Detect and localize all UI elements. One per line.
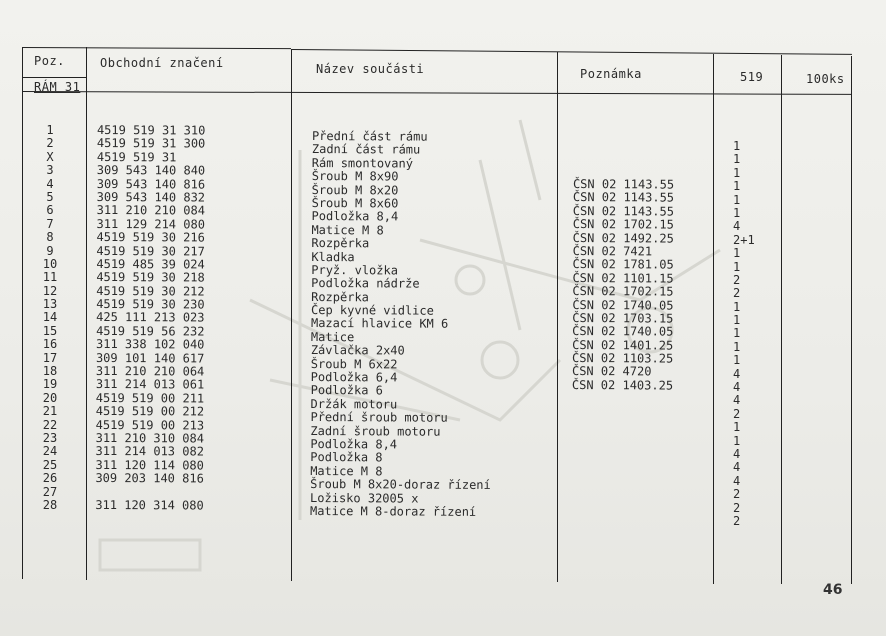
code-cell: 425 111 213 023 [96,310,205,325]
poz-cell: 8 [46,230,54,245]
code-cell: 309 543 140 832 [96,189,206,205]
poz-cell: 19 [42,377,58,392]
qty-cell: 2 [733,406,741,421]
column-obchodni-znaceni [95,124,205,513]
name-cell: Rozpěrka [311,289,369,304]
name-cell: Matice M 8-doraz řízení [309,503,477,519]
name-cell: Mazací hlavice KM 6 [310,316,449,332]
poz-cell: 17 [42,350,58,365]
qty-cell: 4 [733,446,741,461]
code-cell: 4519 519 31 [96,149,177,165]
name-cell: Matice M 8 [311,222,384,238]
note-cell: ČSN 02 1403.25 [571,377,674,393]
code-cell: 4519 519 30 218 [96,270,205,285]
name-cell: Kladka [311,249,355,264]
header-obchodni-znaceni: Obchodní značení [100,56,224,70]
note-cell: ČSN 02 1702.15 [572,284,674,299]
header-519: 519 [740,70,764,84]
poz-cell: 7 [46,216,54,231]
code-cell: 4519 519 30 217 [96,243,205,258]
code-cell: 311 129 214 080 [96,216,205,232]
code-cell: 311 214 013 082 [95,444,204,459]
code-cell: 4519 519 30 230 [96,297,205,312]
name-cell: Přední část rámu [311,129,428,144]
qty-cell: 4 [733,473,741,488]
column-519-qty [733,140,755,528]
code-cell: 309 203 140 816 [95,471,204,486]
qty-cell: 1 [733,433,741,448]
note-cell: ČSN 02 1143.55 [572,203,675,219]
name-cell: Zadní šroub motoru [310,423,441,439]
poz-cell: 27 [42,484,58,499]
qty-cell: 1 [733,205,741,220]
qty-cell: 2 [733,487,741,502]
qty-cell: 4 [733,380,741,395]
name-cell: Rám smontovaný [311,155,414,171]
column-poz [30,124,70,512]
poz-cell: 12 [42,283,58,298]
note-cell: ČSN 02 1740.05 [572,324,674,339]
name-cell: Pryž. vložka [311,262,399,278]
column-poznamka [572,178,674,393]
name-cell: Podložka 8 [310,450,383,465]
note-cell: ČSN 02 1703.15 [572,310,674,326]
name-cell: Matice M 8 [310,463,383,479]
qty-cell: 4 [733,219,741,234]
poz-cell: 21 [42,404,58,419]
code-cell: 311 210 310 084 [95,430,205,446]
poz-cell: 23 [42,430,58,445]
note-cell: ČSN 02 7421 [572,243,653,259]
poz-cell: 25 [42,457,58,472]
poz-cell: 5 [46,189,54,204]
poz-cell: 13 [42,297,58,312]
name-cell: Čep kyvné vidlice [311,303,434,318]
note-cell: ČSN 02 1103.25 [572,351,674,366]
code-cell: 4519 519 00 211 [95,390,205,406]
poz-cell: 18 [42,364,58,379]
name-cell: Podložka 8,4 [310,436,398,452]
code-cell: 4519 519 56 232 [96,323,205,339]
name-cell: Šroub M 8x20-doraz řízení [310,477,491,493]
qty-cell: 2 [733,513,741,528]
code-cell: 4519 519 30 212 [96,283,205,299]
name-cell: Šroub M 8x20 [311,182,399,198]
poz-cell: 11 [42,270,58,285]
qty-cell: 2 [733,286,741,301]
poz-cell: 2 [46,136,54,151]
note-cell: ČSN 02 1492.25 [572,230,674,246]
poz-cell: 28 [42,497,58,512]
poz-cell: 16 [42,337,58,352]
name-cell: Rozpěrka [311,236,370,251]
poz-cell: 1 [46,123,54,137]
code-cell: 311 120 114 080 [95,457,204,473]
code-cell: 309 543 140 840 [96,163,206,178]
qty-cell: 1 [733,152,741,167]
qty-cell: 1 [733,299,741,314]
code-cell: 4519 485 39 024 [96,256,205,272]
qty-cell: 1 [733,165,741,180]
code-cell: 311 214 013 061 [95,377,205,392]
name-cell: Přední šroub motoru [310,410,448,425]
name-cell: Matice [310,329,355,345]
note-cell: ČSN 02 1740.05 [572,297,674,313]
name-cell: Zadní část rámu [311,142,421,157]
qty-cell: 1 [733,339,741,354]
poz-cell: 15 [42,323,58,338]
code-cell: 4519 519 31 310 [96,123,206,138]
code-cell: 4519 519 30 216 [96,230,205,245]
qty-cell: 1 [733,179,741,194]
code-cell: 311 210 210 084 [96,203,206,218]
note-cell: ČSN 02 1143.55 [572,190,675,205]
header-poz: Poz. [34,54,65,68]
poz-cell: 14 [42,310,58,325]
poz-cell: 26 [42,471,58,486]
name-cell: Šroub M 6x22 [310,356,398,372]
qty-cell: 1 [733,326,741,341]
qty-cell: 1 [733,246,741,261]
poz-cell: 24 [42,444,58,459]
name-cell: Závlačka 2x40 [310,343,405,358]
poz-cell: 9 [46,243,54,258]
qty-cell: 1 [733,259,741,274]
name-cell: Podložka 8,4 [311,209,399,224]
qty-cell: 1 [733,313,741,328]
poz-cell: 3 [46,163,54,178]
name-cell: Šroub M 8x90 [311,169,399,184]
name-cell: Držák motoru [310,396,398,412]
code-cell: 4519 519 00 213 [95,417,205,433]
qty-cell: 2 [733,272,741,287]
name-cell: Podložka 6 [310,383,383,398]
name-cell: Ložisko 32005 x [310,490,419,506]
name-cell: Šroub M 8x60 [311,195,399,211]
qty-cell: 2 [733,500,741,515]
header-100ks: 100ks [806,72,845,86]
page-number: 46 [823,582,843,598]
note-cell: ČSN 02 1401.25 [572,337,674,353]
note-cell: ČSN 02 1143.55 [572,177,675,192]
qty-cell: 1 [733,420,741,435]
qty-cell: 1 [733,353,741,368]
header-nazev-soucasti: Název součásti [316,62,425,76]
poz-cell: 20 [42,390,58,405]
code-cell: 311 338 102 040 [96,337,205,352]
qty-cell: 4 [733,393,741,408]
code-cell: 311 210 210 064 [95,364,205,379]
group-label: RÁM 31 [34,80,81,94]
poz-cell: 4 [46,176,54,191]
name-cell: Podložka nádrže [311,276,420,291]
note-cell: ČSN 02 4720 [571,364,652,379]
qty-cell: 1 [733,139,741,153]
note-cell: ČSN 02 1101.15 [572,270,674,286]
qty-cell: 2+1 [733,232,755,247]
code-cell: 4519 519 31 300 [96,136,206,151]
code-cell: 311 120 314 080 [95,497,204,513]
code-cell: 309 101 140 617 [95,350,205,366]
code-cell: 309 543 140 816 [96,176,206,192]
poz-cell: 22 [42,417,58,432]
note-cell: ČSN 02 1702.15 [572,217,674,232]
code-cell: 4519 519 00 212 [95,404,205,419]
poz-cell: 10 [42,256,58,271]
poz-cell: X [46,149,54,164]
name-cell: Podložka 6,4 [310,370,398,385]
header-poznamka: Poznámka [580,67,642,81]
poz-cell: 6 [46,203,54,218]
qty-cell: 1 [733,192,741,207]
column-nazev-soucasti [310,130,493,519]
qty-cell: 4 [733,366,741,381]
qty-cell: 4 [733,460,741,475]
note-cell: ČSN 02 1781.05 [572,257,674,272]
